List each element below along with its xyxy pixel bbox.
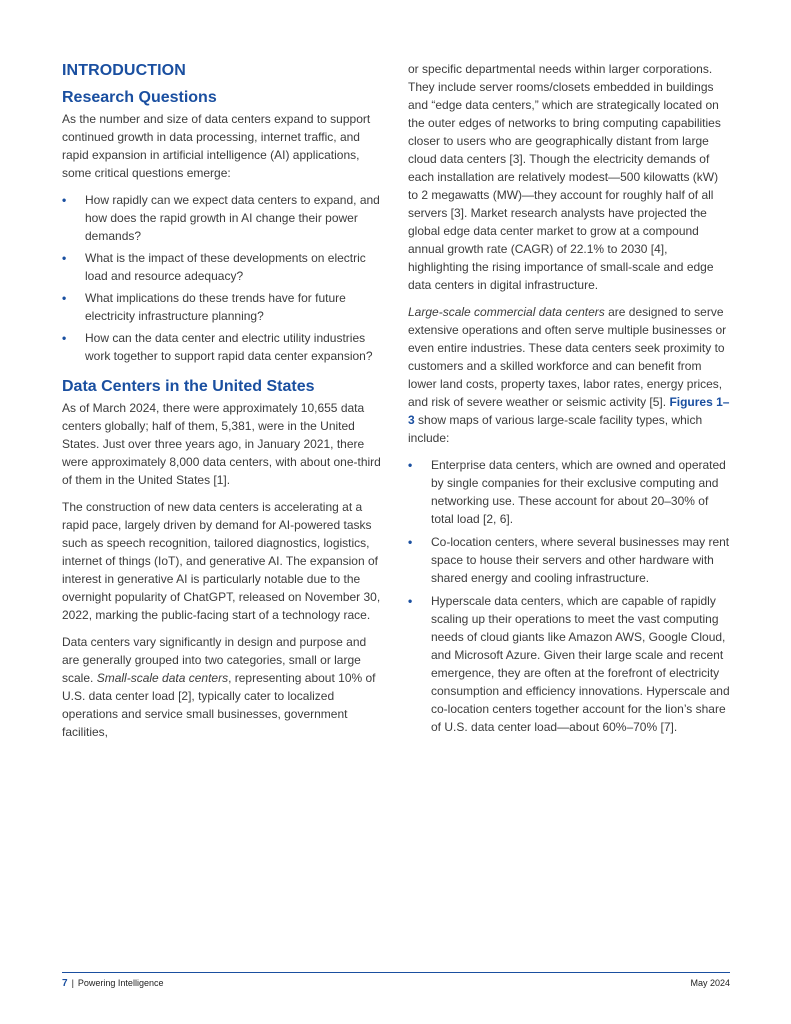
bullet-icon: • xyxy=(62,291,67,305)
term-small-scale: Small-scale data centers xyxy=(96,671,229,685)
bullet-icon: • xyxy=(62,331,67,345)
footer-separator: | xyxy=(71,978,74,988)
list-item xyxy=(408,592,730,736)
footer-title: Powering Intelligence xyxy=(77,978,164,988)
section-heading-introduction: INTRODUCTION xyxy=(62,62,186,79)
term-large-scale: Large-scale commercial data centers xyxy=(408,305,605,319)
bullet-icon: • xyxy=(62,251,67,265)
footer-date: May 2024 xyxy=(690,978,730,988)
list-item-text: What is the impact of these developments on electric load and resource adequacy? xyxy=(85,251,366,283)
list-item-text: Co-location centers, where several businesses may rent space to house their servers and other hardware with shared energy and cooling infrastructure. xyxy=(431,535,730,585)
bullet-icon: • xyxy=(408,458,413,472)
bullet-icon: • xyxy=(408,535,413,549)
paragraph: As of March 2024, there were approximately 10,655 data centers globally; half of them, 5,381, were in the United States. Just over three years ago, in January 2021, there were approximately 8,000 data centers, with about one-third of them in the United States [1]. xyxy=(62,401,381,487)
paragraph: or specific departmental needs within larger corporations. They include server rooms/closets embedded in buildings and “edge data centers,” which are strategically located on the outer edges of networks to bring computing capabilities closer to users who are geographically distant from large cloud data centers [3]. Though the electricity demands of each installation are relatively modest—500 kilowatts (kW) to 2 megawatts (MW)—they account for roughly half of all servers [3]. Market research analysts have projected the global edge data center market to grow at a compound annual growth rate (CAGR) of 22.1% to 2030 [4], highlighting the rising importance of small-scale and edge data centers in digital infrastructure. xyxy=(408,62,721,292)
heading-data-centers-us: Data Centers in the United States xyxy=(62,378,315,395)
facility-types-list xyxy=(408,456,730,736)
page-number: 7 xyxy=(62,978,68,989)
list-item-text: Hyperscale data centers, which are capable of rapidly scaling up their operations to meet the vast computing needs of cloud giants like Amazon AWS, Google Cloud, and Microsoft Azure. Given their large scale and recent emergence, they are often at the forefront of electricity consumption and efficiency innovations. Hyperscale and co-location centers together account for the lion’s share of U.S. data center load—about 60%–70% [7]. xyxy=(431,594,730,734)
list-item xyxy=(62,289,385,325)
paragraph-text: are designed to serve extensive operations and often serve multiple businesses or even entire industries. These data centers seek proximity to customers and a skilled workforce and can benefit from lower land costs, property taxes, labor rates, energy prices, and risk of severe weather or seismic activity [5]. xyxy=(408,305,727,409)
paragraph xyxy=(62,633,385,741)
list-item xyxy=(408,533,730,587)
page-footer xyxy=(62,976,730,992)
paragraph-text: Data centers vary significantly in design and purpose and are generally grouped into two categories, small or large scale. xyxy=(62,635,367,685)
research-questions-intro: As the number and size of data centers expand to support continued growth in data processing, internet traffic, and rapid expansion in artificial intelligence (AI) applications, some critical questions emerge: xyxy=(62,112,371,180)
paragraph: The construction of new data centers is accelerating at a rapid pace, largely driven by demand for AI-powered tasks such as speech recognition, tailored diagnostics, logistics, internet of things (IoT), and generative AI. The expansion of interest in generative AI is particularly notable due to the overnight popularity of ChatGPT, released on November 30, 2022, marking the public-facing start of a technology race. xyxy=(62,500,381,622)
paragraph-text: show maps of various large-scale facility types, which include: xyxy=(408,413,703,445)
bullet-icon: • xyxy=(62,193,67,207)
right-column xyxy=(408,60,730,741)
list-item-text: What implications do these trends have for future electricity infrastructure planning? xyxy=(85,291,346,323)
research-questions-list xyxy=(62,191,385,365)
paragraph xyxy=(408,303,730,447)
list-item xyxy=(62,191,385,245)
list-item-text: How rapidly can we expect data centers to expand, and how does the rapid growth in AI change their power demands? xyxy=(85,193,380,243)
heading-research-questions: Research Questions xyxy=(62,89,217,106)
list-item-text: Enterprise data centers, which are owned and operated by single companies for their exclusive computing and networking use. These account for about 20–30% of total load [2, 6]. xyxy=(431,458,726,526)
bullet-icon: • xyxy=(408,594,413,608)
figures-reference-link[interactable]: Figures 1–3 xyxy=(408,395,730,427)
list-item xyxy=(62,329,385,365)
list-item xyxy=(408,456,730,528)
list-item xyxy=(62,249,385,285)
footer-divider xyxy=(62,972,730,973)
paragraph-text: , representing about 10% of U.S. data center load [2], typically cater to localized operations and service small businesses, government facilities, xyxy=(62,671,376,739)
left-column xyxy=(62,60,385,750)
list-item-text: How can the data center and electric utility industries work together to support rapid data center expansion? xyxy=(85,331,373,363)
